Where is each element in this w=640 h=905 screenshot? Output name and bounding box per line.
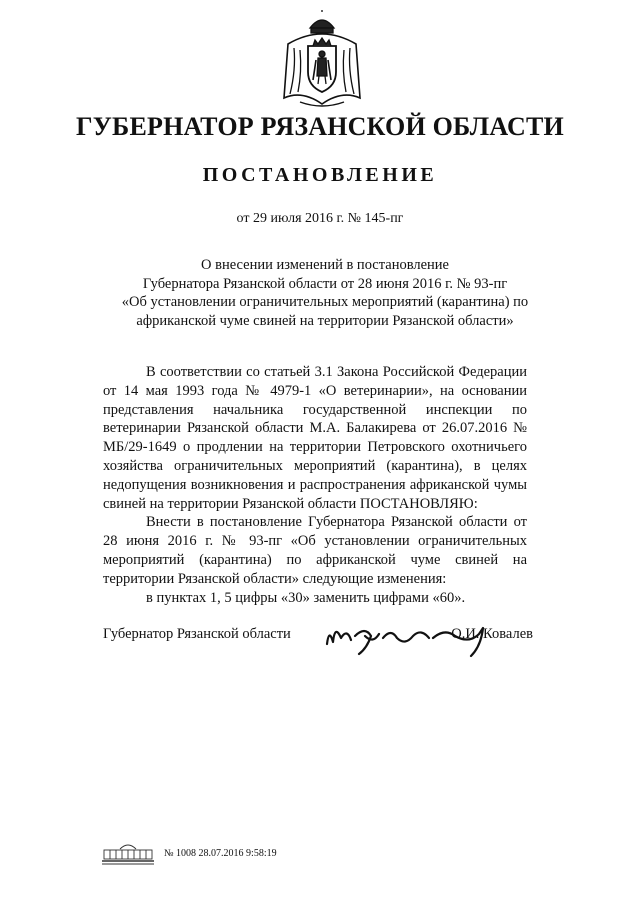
subject-line: африканской чуме свиней на территории Рязанской области»: [136, 312, 514, 329]
organization-title: ГУБЕРНАТОР РЯЗАНСКОЙ ОБЛАСТИ: [76, 112, 564, 141]
document-subject: [80, 256, 570, 330]
registration-footer: [100, 841, 360, 867]
coat-of-arms-icon: [280, 10, 364, 110]
body-paragraph: Внести в постановление Губернатора Рязанской области от 28 июня 2016 г. № 93-пг «Об установлении ограничительных мероприятий (карантина) по африканской чуме свиней на территории Рязанской области» следующие изменения:: [103, 514, 527, 587]
signatory-position: Губернатор Рязанской области: [103, 626, 291, 642]
document-type: ПОСТАНОВЛЕНИЕ: [202, 164, 438, 186]
document-body: [103, 363, 527, 607]
body-paragraph: В соответствии со статьей 3.1 Закона Российской Федерации от 14 мая 1993 года № 4979-1 «О ветеринарии», на основании представления начальника государственной инспекции по ветеринарии Рязанской области М.А. Балакирева от 26.07.2016 № МБ/29-1649 о продлении на территории Петровского охотничьего хозяйства ограничительных мероприятий (карантина), в целях недопущения возникновения и распространения африканской чумы свиней на территории Рязанской области ПОСТАНОВЛЯЮ:: [103, 364, 527, 512]
subject-line: «Об установлении ограничительных мероприятий (карантина) по: [121, 294, 529, 310]
signature-block: [103, 626, 533, 666]
subject-line: Губернатора Рязанской области от 28 июня 2016 г. № 93-пг: [142, 275, 508, 292]
registration-stamp: № 1008 28.07.2016 9:58:19: [164, 848, 277, 859]
registry-building-logo-icon: [100, 841, 156, 865]
body-paragraph: в пунктах 1, 5 цифры «30» заменить цифрами «60».: [146, 589, 466, 606]
document-date-number: от 29 июля 2016 г. № 145-пг: [236, 211, 404, 226]
signatory-name: О.И. Ковалев: [451, 626, 533, 642]
subject-line: О внесении изменений в постановление: [201, 257, 449, 273]
